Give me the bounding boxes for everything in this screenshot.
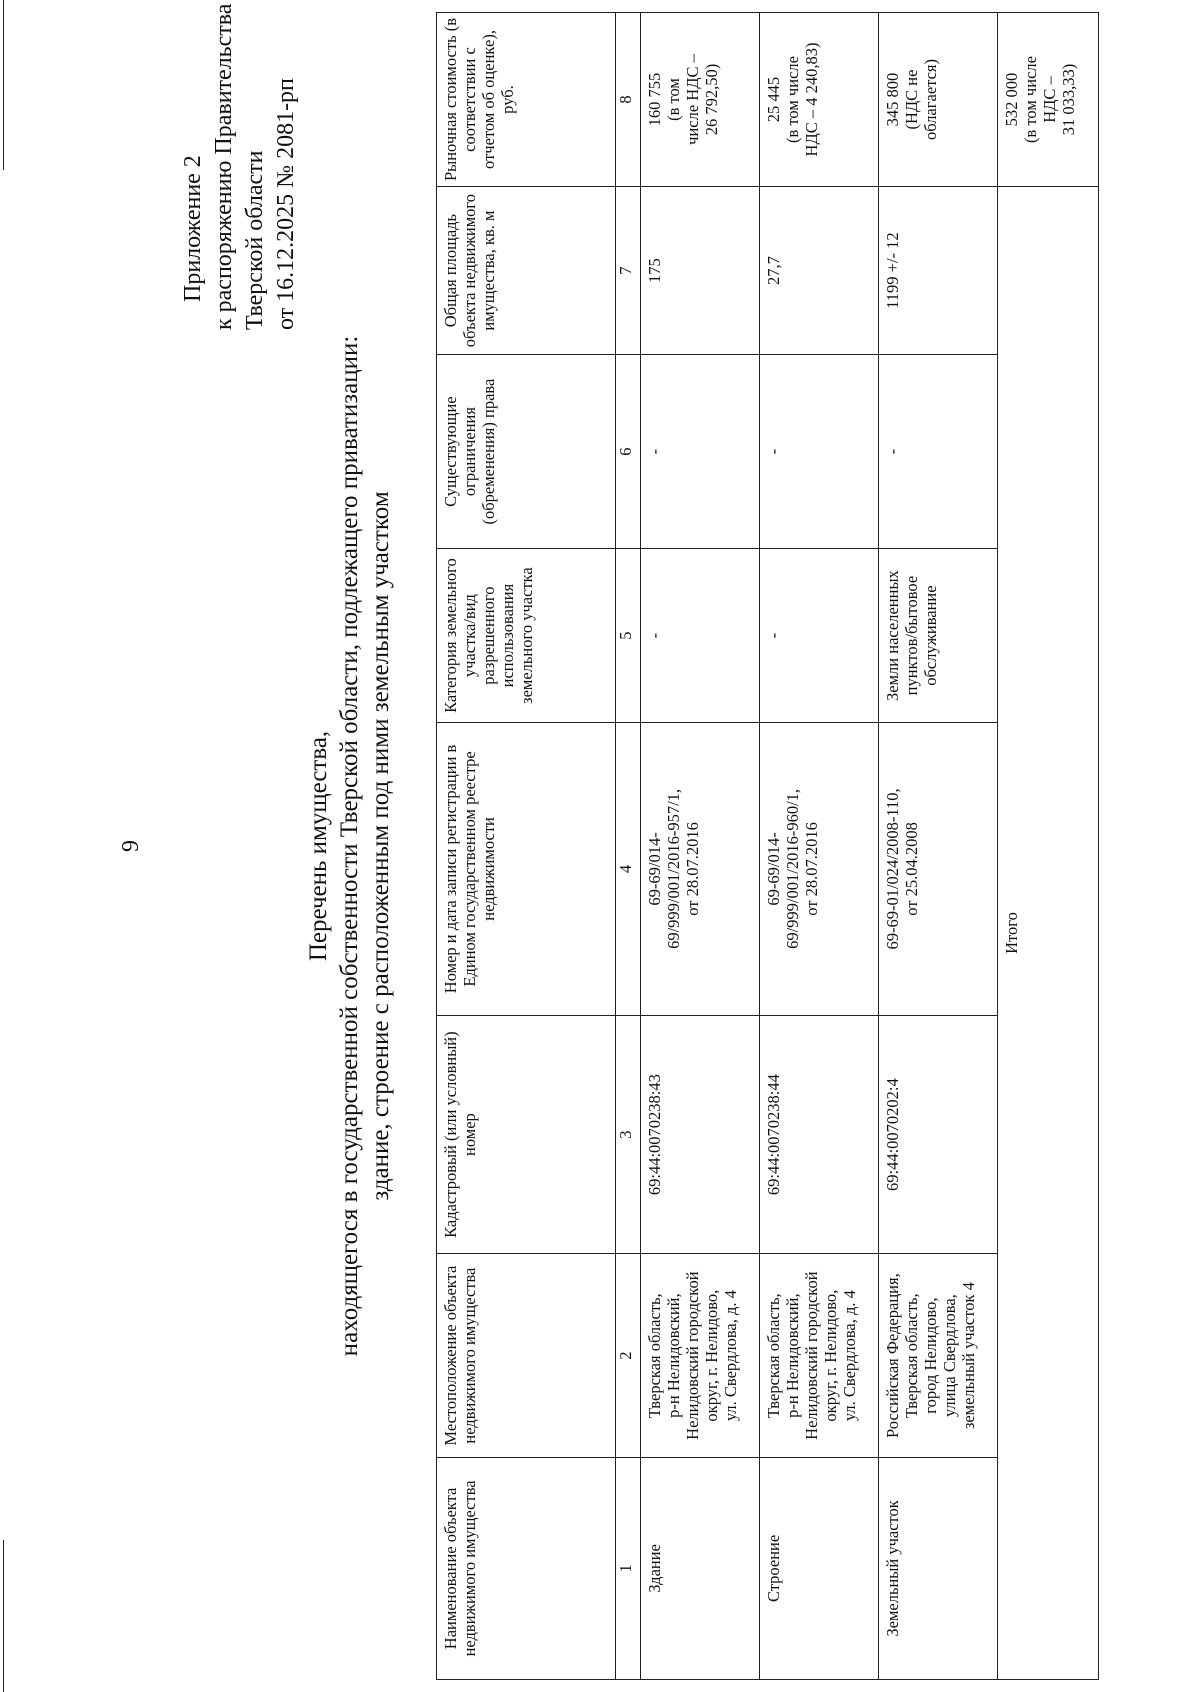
- annex-date-number: от 16.12.2025 № 2081-рп: [273, 78, 299, 330]
- header-category: Категория земельного участка/вид разрешенного использования земельного участка: [437, 549, 616, 723]
- cell-cadastral: 69:44:0070238:44: [760, 1015, 879, 1254]
- cell-price: 345 800 (НДС не облагается): [879, 13, 998, 187]
- annex-reference: к распоряжению Правительства: [211, 3, 237, 330]
- header-area: Общая площадь объекта недвижимого имущества, кв. м: [437, 187, 616, 355]
- cell-name: Здание: [641, 1457, 760, 1679]
- table-row: [641, 13, 760, 1680]
- column-number: 8: [616, 13, 641, 187]
- header-price: Рыночная стоимость (в соответствии с отчетом об оценке), руб.: [437, 13, 616, 187]
- cell-encumbrance: -: [879, 355, 998, 549]
- cell-location: Тверская область, р-н Нелидовский, Нелидовский городской округ, г. Нелидово, ул. Свердлова, д. 4: [641, 1254, 760, 1457]
- cell-encumbrance: -: [760, 355, 879, 549]
- cell-registration: 69-69/014- 69/999/001/2016-960/1, от 28.07.2016: [760, 723, 879, 1016]
- annex-block: [178, 2, 302, 330]
- header-cadastral: Кадастровый (или условный) номер: [437, 1015, 616, 1254]
- cell-category: -: [760, 549, 879, 723]
- cell-registration: 69-69-01/024/2008-110, от 25.04.2008: [879, 723, 998, 1016]
- document-title: [303, 0, 396, 1692]
- total-row: [998, 13, 1099, 1680]
- cell-location: Российская Федерация, Тверская область, город Нелидово, улица Свердлова, земельный участок 4: [879, 1254, 998, 1457]
- cell-name: Строение: [760, 1457, 879, 1679]
- column-number: 2: [616, 1254, 641, 1457]
- cell-category: Земли населенных пунктов/бытовое обслуживание: [879, 549, 998, 723]
- column-number: 1: [616, 1457, 641, 1679]
- cell-price: 25 445 (в том числе НДС – 4 240,83): [760, 13, 879, 187]
- column-number: 6: [616, 355, 641, 549]
- title-line-3: здание, строение с расположенным под ними земельным участком: [367, 491, 394, 1201]
- column-number-row: [616, 13, 641, 1680]
- column-number: 4: [616, 723, 641, 1016]
- page-number: 9: [118, 840, 144, 852]
- table-row: [760, 13, 879, 1680]
- cell-area: 175: [641, 187, 760, 355]
- cell-cadastral: 69:44:0070202:4: [879, 1015, 998, 1254]
- total-label: Итого: [998, 187, 1099, 1680]
- header-registration: Номер и дата записи регистрации в Едином государственном реестре недвижимости: [437, 723, 616, 1016]
- header-location: Местоположение объекта недвижимого имущества: [437, 1254, 616, 1457]
- table-row: [879, 13, 998, 1680]
- cell-registration: 69-69/014- 69/999/001/2016-957/1, от 28.07.2016: [641, 723, 760, 1016]
- header-encumbrance: Существующие ограничения (обременения) права: [437, 355, 616, 549]
- column-number: 5: [616, 549, 641, 723]
- header-name: Наименование объекта недвижимого имущества: [437, 1457, 616, 1679]
- cell-area: 27,7: [760, 187, 879, 355]
- cell-cadastral: 69:44:0070238:43: [641, 1015, 760, 1254]
- total-price: 532 000 (в том числе НДС – 31 033,33): [998, 13, 1099, 187]
- table-header-row: [437, 13, 616, 1680]
- cell-encumbrance: -: [641, 355, 760, 549]
- title-line-2: находящегося в государственной собственности Тверской области, подлежащего приватизации:: [336, 335, 363, 1357]
- property-table: [436, 12, 1099, 1680]
- column-number: 7: [616, 187, 641, 355]
- title-line-1: Перечень имущества,: [305, 730, 332, 962]
- annex-region: Тверской области: [242, 150, 268, 330]
- cell-location: Тверская область, р-н Нелидовский, Нелидовский городской округ, г. Нелидово, ул. Свердлова, д. 4: [760, 1254, 879, 1457]
- cell-price: 160 755 (в том числе НДС – 26 792,50): [641, 13, 760, 187]
- cell-area: 1199 +/- 12: [879, 187, 998, 355]
- annex-title: Приложение 2: [180, 155, 206, 302]
- cell-category: -: [641, 549, 760, 723]
- column-number: 3: [616, 1015, 641, 1254]
- cell-name: Земельный участок: [879, 1457, 998, 1679]
